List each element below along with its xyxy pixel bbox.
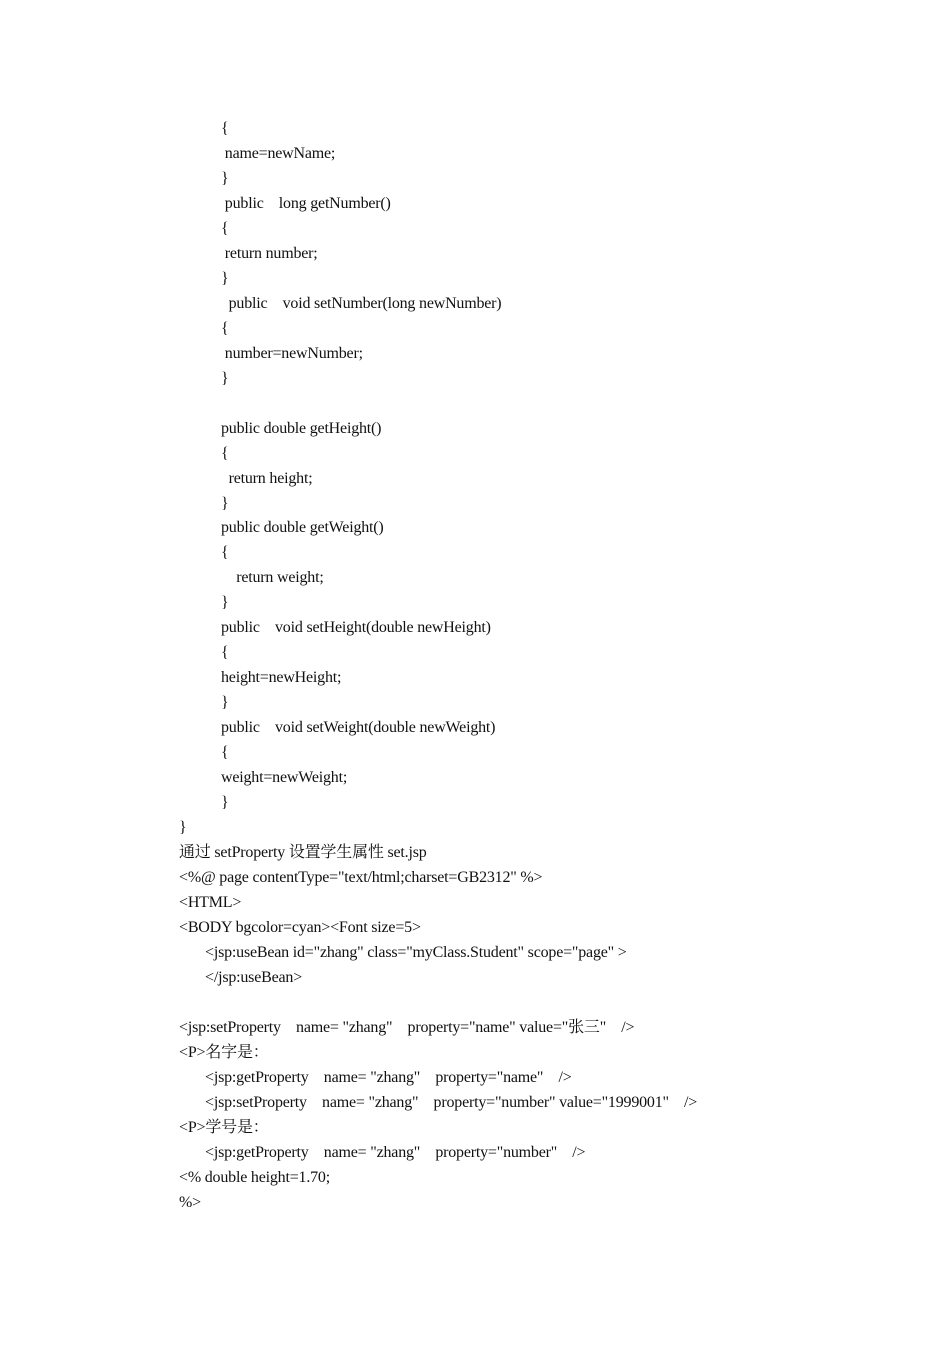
code-line: } <box>221 170 229 187</box>
code-line: return weight; <box>221 569 324 586</box>
code-line: return height; <box>221 470 313 487</box>
code-line: } <box>179 819 187 836</box>
code-line: public void setWeight(double newWeight) <box>221 719 496 736</box>
code-line: <jsp:setProperty name= "zhang" property="number" value="1999001" /> <box>205 1094 698 1111</box>
code-line: <jsp:setProperty name= "zhang" property="name" value="张三" /> <box>179 1019 635 1036</box>
heading-line: 通过 setProperty 设置学生属性 set.jsp <box>179 844 427 861</box>
code-line: } <box>221 694 229 711</box>
code-line: <P>名字是： <box>179 1044 269 1061</box>
code-line: { <box>221 220 229 237</box>
code-line: <jsp:getProperty name= "zhang" property="number" /> <box>205 1144 586 1161</box>
code-line: public double getHeight() <box>221 420 382 437</box>
code-line: number=newNumber; <box>221 345 363 362</box>
code-line: { <box>221 644 229 661</box>
code-line: { <box>221 320 229 337</box>
code-line: name=newName; <box>221 145 336 162</box>
code-line: public long getNumber() <box>221 195 391 212</box>
code-line: { <box>221 544 229 561</box>
code-line: } <box>221 370 229 387</box>
code-line: } <box>221 594 229 611</box>
code-line: } <box>221 495 229 512</box>
code-line: <P>学号是： <box>179 1119 269 1136</box>
code-line: public void setNumber(long newNumber) <box>221 295 502 312</box>
code-line: height=newHeight; <box>221 669 342 686</box>
code-line: <jsp:useBean id="zhang" class="myClass.Student" scope="page" > <box>205 944 627 961</box>
code-line: return number; <box>221 245 318 262</box>
code-line: <HTML> <box>179 894 242 911</box>
code-line: { <box>221 445 229 462</box>
code-line: </jsp:useBean> <box>205 969 303 986</box>
code-line: <% double height=1.70; <box>179 1169 330 1186</box>
code-line: public double getWeight() <box>221 519 384 536</box>
code-line: } <box>221 270 229 287</box>
code-line: <BODY bgcolor=cyan><Font size=5> <box>179 919 421 936</box>
code-line: weight=newWeight; <box>221 769 348 786</box>
code-line: { <box>221 744 229 761</box>
code-line: { <box>221 120 229 137</box>
code-line: <jsp:getProperty name= "zhang" property="name" /> <box>205 1069 572 1086</box>
code-line: <%@ page contentType="text/html;charset=GB2312" %> <box>179 869 543 886</box>
code-line: public void setHeight(double newHeight) <box>221 619 491 636</box>
code-line: } <box>221 794 229 811</box>
code-line: %> <box>179 1194 201 1211</box>
